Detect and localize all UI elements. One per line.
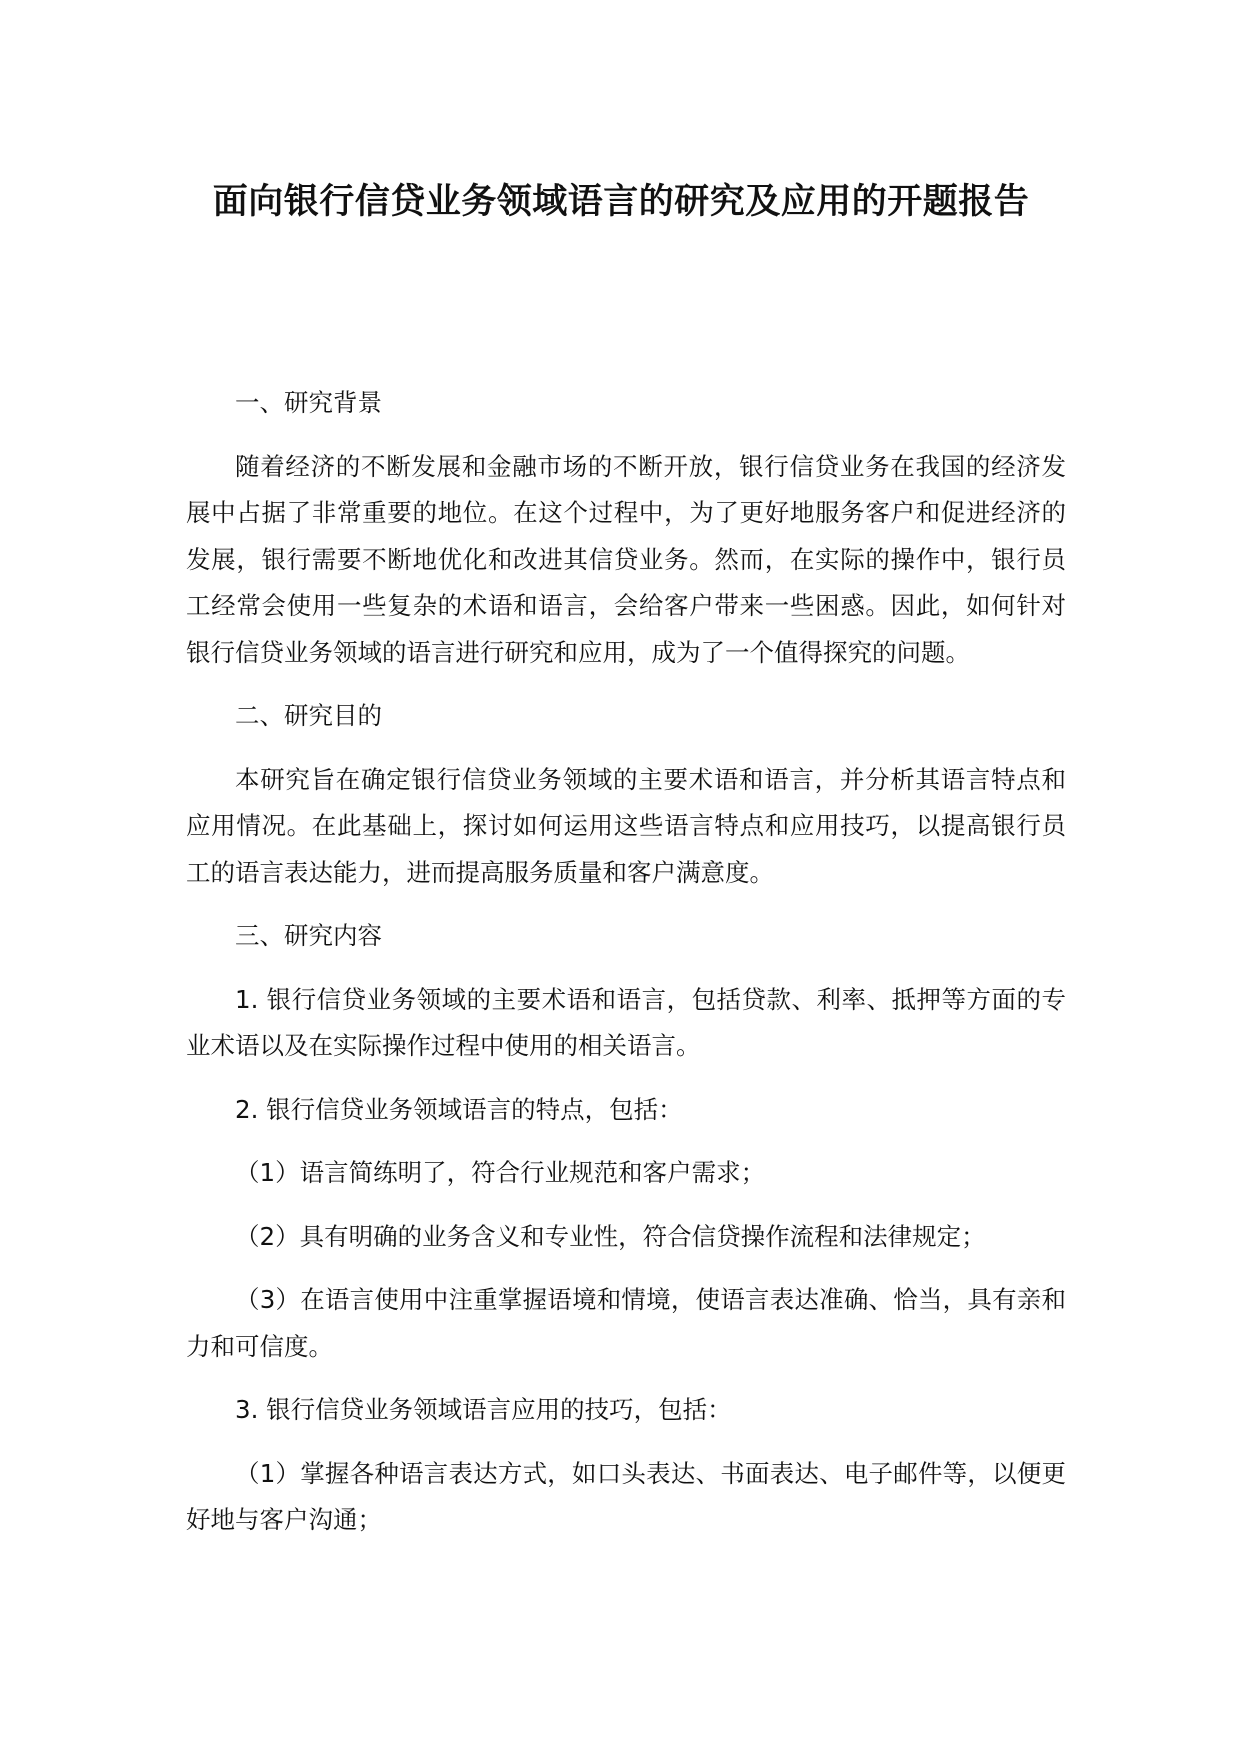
list-item-terms: 1. 银行信贷业务领域的主要术语和语言，包括贷款、利率、抵押等方面的专业术语以及在实际操作过程中使用的相关语言。 xyxy=(186,984,1066,1060)
sub-item-context: （3）在语言使用中注重掌握语境和情境，使语言表达准确、恰当，具有亲和力和可信度。 xyxy=(186,1285,1066,1361)
sub-item-concise: （1）语言简练明了，符合行业规范和客户需求； xyxy=(235,1158,766,1187)
document-body xyxy=(186,380,1066,1561)
sub-item-professional: （2）具有明确的业务含义和专业性，符合信贷操作流程和法律规定； xyxy=(235,1221,986,1251)
list-item-features: 2. 银行信贷业务领域语言的特点，包括： xyxy=(235,1094,683,1124)
sub-item-expression: （1）掌握各种语言表达方式，如口头表达、书面表达、电子邮件等，以便更好地与客户沟通； xyxy=(186,1458,1066,1534)
paragraph-purpose: 本研究旨在确定银行信贷业务领域的主要术语和语言，并分析其语言特点和应用情况。在此基础上，探讨如何运用这些语言特点和应用技巧，以提高银行员工的语言表达能力，进而提高服务质量和客户满意度。 xyxy=(186,764,1066,887)
paragraph-background: 随着经济的不断发展和金融市场的不断开放，银行信贷业务在我国的经济发展中占据了非常重要的地位。在这个过程中，为了更好地服务客户和促进经济的发展，银行需要不断地优化和改进其信贷业务。然而，在实际的操作中，银行员工经常会使用一些复杂的术语和语言，会给客户带来一些困惑。因此，如何针对银行信贷业务领域的语言进行研究和应用，成为了一个值得探究的问题。 xyxy=(186,451,1066,667)
section-heading-background: 一、研究背景 xyxy=(235,388,382,417)
document-title: 面向银行信贷业务领域语言的研究及应用的开题报告 xyxy=(212,182,1030,222)
list-item-skills: 3. 银行信贷业务领域语言应用的技巧，包括： xyxy=(235,1395,732,1424)
section-heading-content: 三、研究内容 xyxy=(235,921,382,950)
section-heading-purpose: 二、研究目的 xyxy=(235,701,382,730)
